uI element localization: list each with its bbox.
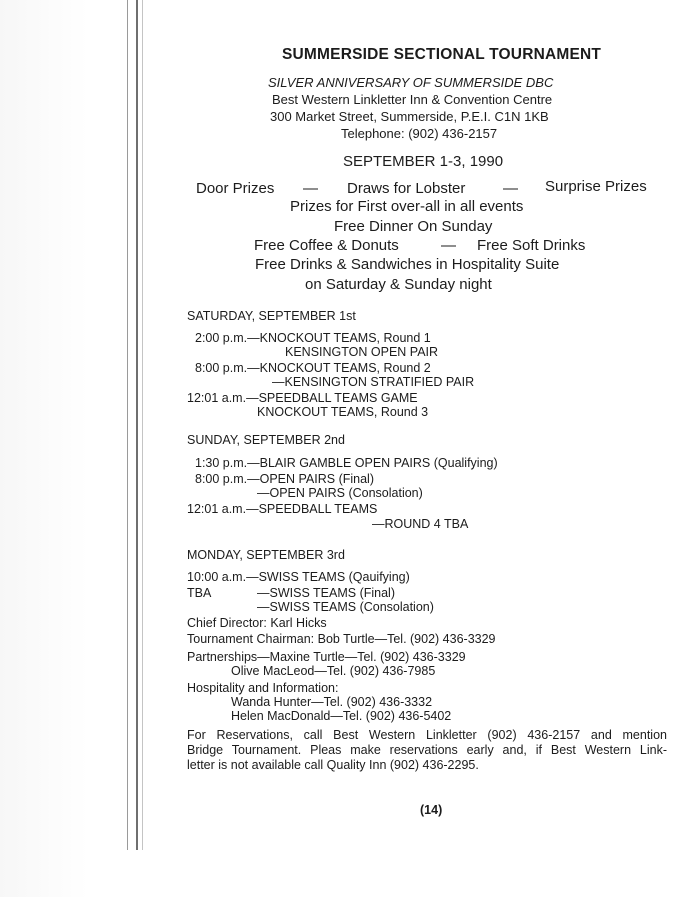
reservations-note: For Reservations, call Best Western Linkletter (902) 436-2157 and mention: [187, 728, 667, 742]
binding-line: [136, 0, 138, 850]
perk-soft-drinks: Free Soft Drinks: [477, 237, 586, 254]
schedule-line: —ROUND 4 TBA: [372, 517, 469, 531]
schedule-line: 12:01 a.m.—SPEEDBALL TEAMS GAME: [187, 391, 418, 405]
schedule-line: 2:00 p.m.—KNOCKOUT TEAMS, Round 1: [195, 331, 431, 345]
schedule-line: 10:00 a.m.—SWISS TEAMS (Qauifying): [187, 570, 410, 584]
tournament-chairman: Tournament Chairman: Bob Turtle—Tel. (902) 436-3329: [187, 632, 496, 646]
venue-name: Best Western Linkletter Inn & Convention Centre: [272, 92, 553, 107]
hospitality-contact: Wanda Hunter—Tel. (902) 436-3332: [231, 695, 433, 709]
perk-dash: —: [303, 180, 318, 197]
perk-dash: —: [441, 237, 456, 254]
reservations-note: letter is not available call Quality Inn (902) 436-2295.: [187, 758, 479, 772]
schedule-line: —SWISS TEAMS (Consolation): [257, 600, 434, 614]
perk-first-overall: Prizes for First over-all in all events: [290, 198, 524, 215]
schedule-line: KNOCKOUT TEAMS, Round 3: [257, 405, 429, 419]
schedule-line: TBA: [187, 586, 212, 600]
schedule-line: —KENSINGTON STRATIFIED PAIR: [272, 375, 475, 389]
perk-surprise-prizes: Surprise Prizes: [545, 178, 647, 195]
monday-heading: MONDAY, SEPTEMBER 3rd: [187, 548, 345, 562]
page-number: (14): [420, 803, 443, 817]
chief-director: Chief Director: Karl Hicks: [187, 616, 327, 630]
perk-free-dinner: Free Dinner On Sunday: [334, 218, 493, 235]
venue-telephone: Telephone: (902) 436-2157: [341, 126, 498, 141]
sunday-heading: SUNDAY, SEPTEMBER 2nd: [187, 433, 345, 447]
tournament-dates: SEPTEMBER 1-3, 1990: [343, 153, 504, 170]
binding-line: [142, 0, 143, 850]
schedule-line: 8:00 p.m.—OPEN PAIRS (Final): [195, 472, 374, 486]
schedule-line: —OPEN PAIRS (Consolation): [257, 486, 423, 500]
schedule-line: 12:01 a.m.—SPEEDBALL TEAMS: [187, 502, 378, 516]
schedule-line: 8:00 p.m.—KNOCKOUT TEAMS, Round 2: [195, 361, 431, 375]
schedule-line: —SWISS TEAMS (Final): [257, 586, 395, 600]
perk-door-prizes: Door Prizes: [196, 180, 275, 197]
partnerships-contact: Olive MacLeod—Tel. (902) 436-7985: [231, 664, 436, 678]
reservations-note: Bridge Tournament. Pleas make reservations early and, if Best Western Link-: [187, 743, 667, 757]
perk-nights: on Saturday & Sunday night: [305, 276, 492, 293]
schedule-line: 1:30 p.m.—BLAIR GAMBLE OPEN PAIRS (Qualifying): [195, 456, 498, 470]
perk-dash: —: [503, 180, 518, 197]
page-binding-edge: [0, 0, 148, 897]
perk-coffee-donuts: Free Coffee & Donuts: [254, 237, 399, 254]
partnerships-contact: Partnerships—Maxine Turtle—Tel. (902) 436-3329: [187, 650, 466, 664]
perk-hospitality-suite: Free Drinks & Sandwiches in Hospitality Suite: [255, 256, 560, 273]
perk-lobster-draws: Draws for Lobster: [347, 180, 466, 197]
saturday-heading: SATURDAY, SEPTEMBER 1st: [187, 309, 356, 323]
schedule-line: KENSINGTON OPEN PAIR: [285, 345, 439, 359]
anniversary-subtitle: SILVER ANNIVERSARY OF SUMMERSIDE DBC: [268, 75, 554, 90]
binding-line: [127, 0, 128, 850]
hospitality-heading: Hospitality and Information:: [187, 681, 339, 695]
tournament-title: SUMMERSIDE SECTIONAL TOURNAMENT: [282, 46, 602, 63]
hospitality-contact: Helen MacDonald—Tel. (902) 436-5402: [231, 709, 452, 723]
venue-address: 300 Market Street, Summerside, P.E.I. C1N 1KB: [270, 109, 549, 124]
